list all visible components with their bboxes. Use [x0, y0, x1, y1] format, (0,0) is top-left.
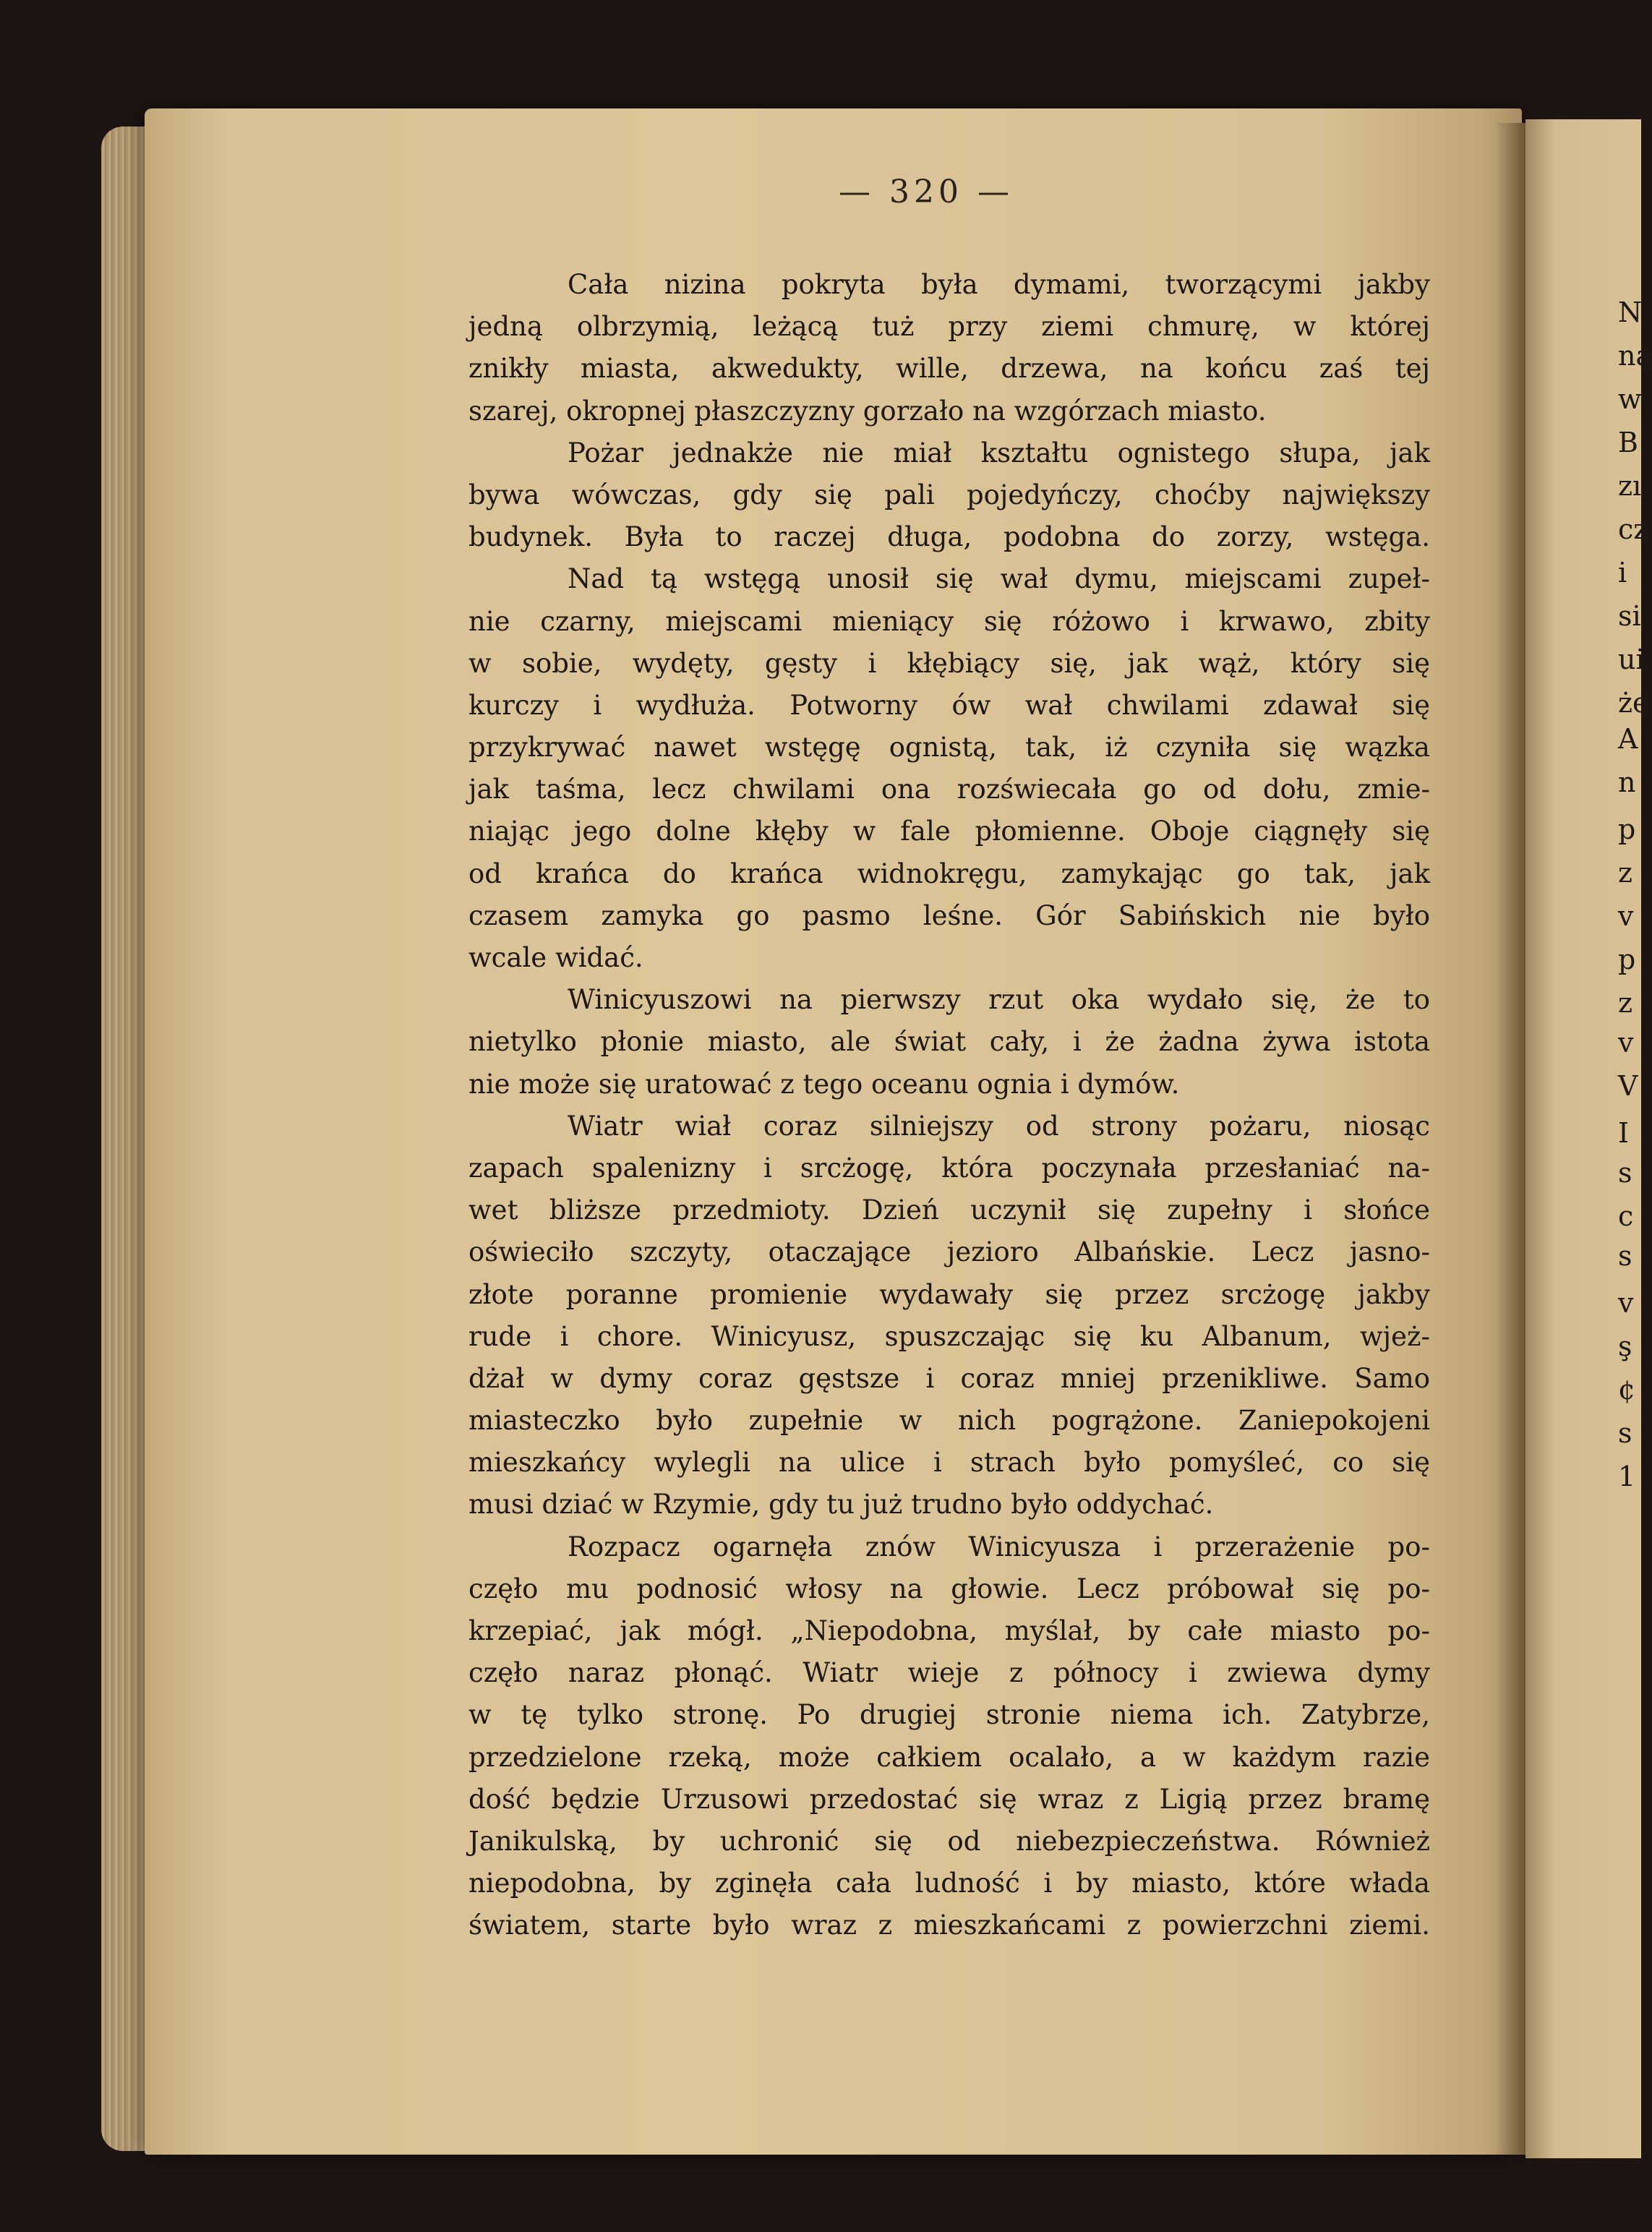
- text-line: jak taśma, lecz chwilami ona rozświecała go od dołu, zmie-: [468, 774, 1430, 805]
- text-line: Janikulską, by uchronić się od niebezpieczeństwa. Również: [468, 1825, 1430, 1857]
- text-line: złote poranne promienie wydawały się przez srcżogę jakby: [468, 1278, 1430, 1310]
- facing-page-fragment: v: [1618, 1027, 1634, 1059]
- text-line: częło mu podnosić włosy na głowie. Lecz próbował się po-: [468, 1573, 1430, 1604]
- text-line: przykrywać nawet wstęgę ognistą, tak, iż czyniła się wązka: [468, 732, 1430, 764]
- text-line: Pożar jednakże nie miał kształtu ognistego słupa, jak: [568, 437, 1430, 469]
- text-line: czasem zamyka go pasmo leśne. Gór Sabińskich nie było: [468, 899, 1430, 931]
- text-line: znikły miasta, akwedukty, wille, drzewa, na końcu zaś tej: [468, 353, 1430, 385]
- text-line: wet bliższe przedmioty. Dzień uczynił się zupełny i słońce: [468, 1194, 1430, 1226]
- text-line: zapach spalenizny i srcżogę, która poczynała przesłaniać na-: [468, 1152, 1430, 1184]
- page-number: — 320 —: [839, 174, 1014, 210]
- facing-page-fragment: V: [1618, 1070, 1638, 1102]
- facing-page-fragment: p: [1618, 813, 1636, 845]
- text-line: Nad tą wstęgą unosił się wał dymu, miejscami zupeł-: [568, 563, 1430, 595]
- facing-page-fragment: B: [1618, 427, 1638, 458]
- facing-page-fragment: v: [1618, 900, 1634, 932]
- text-line: oświeciło szczyty, otaczające jezioro Albańskie. Lecz jasno-: [468, 1236, 1430, 1268]
- facing-page-fragment: s: [1618, 1417, 1632, 1449]
- facing-page-fragment: że: [1618, 687, 1649, 719]
- book-gutter: [1497, 123, 1525, 2155]
- text-line: krzepiać, jak mógł. „Niepodobna, myślał, by całe miasto po-: [468, 1615, 1430, 1646]
- text-line: nietylko płonie miasto, ale świat cały, i że żadna żywa istota: [468, 1026, 1430, 1058]
- text-line: musi dziać w Rzymie, gdy tu już trudno było oddychać.: [468, 1489, 1214, 1521]
- text-line: światem, starte było wraz z mieszkańcami z powierzchni ziemi.: [468, 1910, 1430, 1941]
- text-line: bywa wówczas, gdy się pali pojedyńczy, choćby największy: [468, 479, 1430, 510]
- text-line: nie czarny, miejscami mieniący się różowo i krwawo, zbity: [468, 605, 1430, 637]
- facing-page-fragment: I: [1618, 1117, 1630, 1149]
- body-text: [468, 264, 1430, 1947]
- text-line: miasteczko było zupełnie w nich pogrążone. Zaniepokojeni: [468, 1405, 1430, 1437]
- text-line: częło naraz płonąć. Wiatr wieje z północy i zwiewa dymy: [468, 1657, 1430, 1689]
- facing-page-fragment: ui: [1618, 643, 1645, 675]
- facing-page-fragment: z: [1618, 987, 1633, 1019]
- text-line: szarej, okropnej płaszczyzny gorzało na wzgórzach miasto.: [468, 395, 1267, 427]
- facing-page-fragment: n: [1618, 766, 1636, 798]
- facing-page-fragment: v: [1618, 1287, 1634, 1319]
- facing-page-fragment: s: [1618, 1157, 1632, 1189]
- text-line: Cała nizina pokryta była dymami, tworzącymi jakby: [568, 269, 1430, 300]
- facing-page-fragment: ¢: [1618, 1374, 1636, 1406]
- text-line: budynek. Była to raczej długa, podobna do zorzy, wstęga.: [468, 521, 1430, 553]
- text-line: w tę tylko stronę. Po drugiej stronie niema ich. Zatybrze,: [468, 1699, 1430, 1731]
- text-line: niając jego dolne kłęby w fale płomienne. Oboje ciągnęły się: [468, 816, 1430, 847]
- text-line: Wiatr wiał coraz silniejszy od strony pożaru, niosąc: [568, 1110, 1430, 1142]
- facing-page-fragment: na: [1618, 340, 1652, 372]
- facing-page-fragment: ş: [1618, 1330, 1632, 1362]
- facing-page-fragment: cz: [1618, 513, 1648, 545]
- text-line: dość będzie Urzusowi przedostać się wraz z Ligią przez bramę: [468, 1783, 1430, 1815]
- text-line: przedzielone rzeką, może całkiem ocalało, a w każdym razie: [468, 1741, 1430, 1773]
- text-line: wcale widać.: [468, 942, 643, 973]
- facing-page-fragment: c: [1618, 1200, 1634, 1232]
- text-line: dżał w dymy coraz gęstsze i coraz mniej przenikliwe. Samo: [468, 1362, 1430, 1394]
- text-line: kurczy i wydłuża. Potworny ów wał chwilami zdawał się: [468, 689, 1430, 721]
- text-line: jedną olbrzymią, leżącą tuż przy ziemi chmurę, w której: [468, 311, 1430, 343]
- facing-page-fragment: z: [1618, 857, 1633, 889]
- facing-page-fragment: N: [1618, 296, 1643, 328]
- text-line: mieszkańcy wylegli na ulice i strach było pomyśleć, co się: [468, 1447, 1430, 1479]
- facing-page-fragment: A: [1618, 723, 1638, 755]
- text-line: od krańca do krańca widnokręgu, zamykając go tak, jak: [468, 858, 1430, 889]
- facing-page-fragment: si: [1618, 600, 1641, 632]
- facing-page-fragment: p: [1618, 944, 1636, 975]
- facing-page-fragment: zı: [1618, 470, 1642, 502]
- facing-page-fragment: i: [1618, 557, 1627, 589]
- facing-page-fragment: w: [1618, 383, 1642, 415]
- facing-page-fragment: s: [1618, 1240, 1632, 1272]
- facing-page-fragment: 1: [1618, 1461, 1636, 1492]
- text-line: w sobie, wydęty, gęsty i kłębiący się, jak wąż, który się: [468, 647, 1430, 679]
- text-line: Winicyuszowi na pierwszy rzut oka wydało się, że to: [568, 984, 1430, 1016]
- text-line: rude i chore. Winicyusz, spuszczając się ku Albanum, wjeż-: [468, 1320, 1430, 1352]
- text-line: niepodobna, by zginęła cała ludność i by miasto, które włada: [468, 1868, 1430, 1899]
- text-line: nie może się uratować z tego oceanu ognia i dymów.: [468, 1068, 1180, 1100]
- text-line: Rozpacz ogarnęła znów Winicyusza i przerażenie po-: [568, 1531, 1430, 1562]
